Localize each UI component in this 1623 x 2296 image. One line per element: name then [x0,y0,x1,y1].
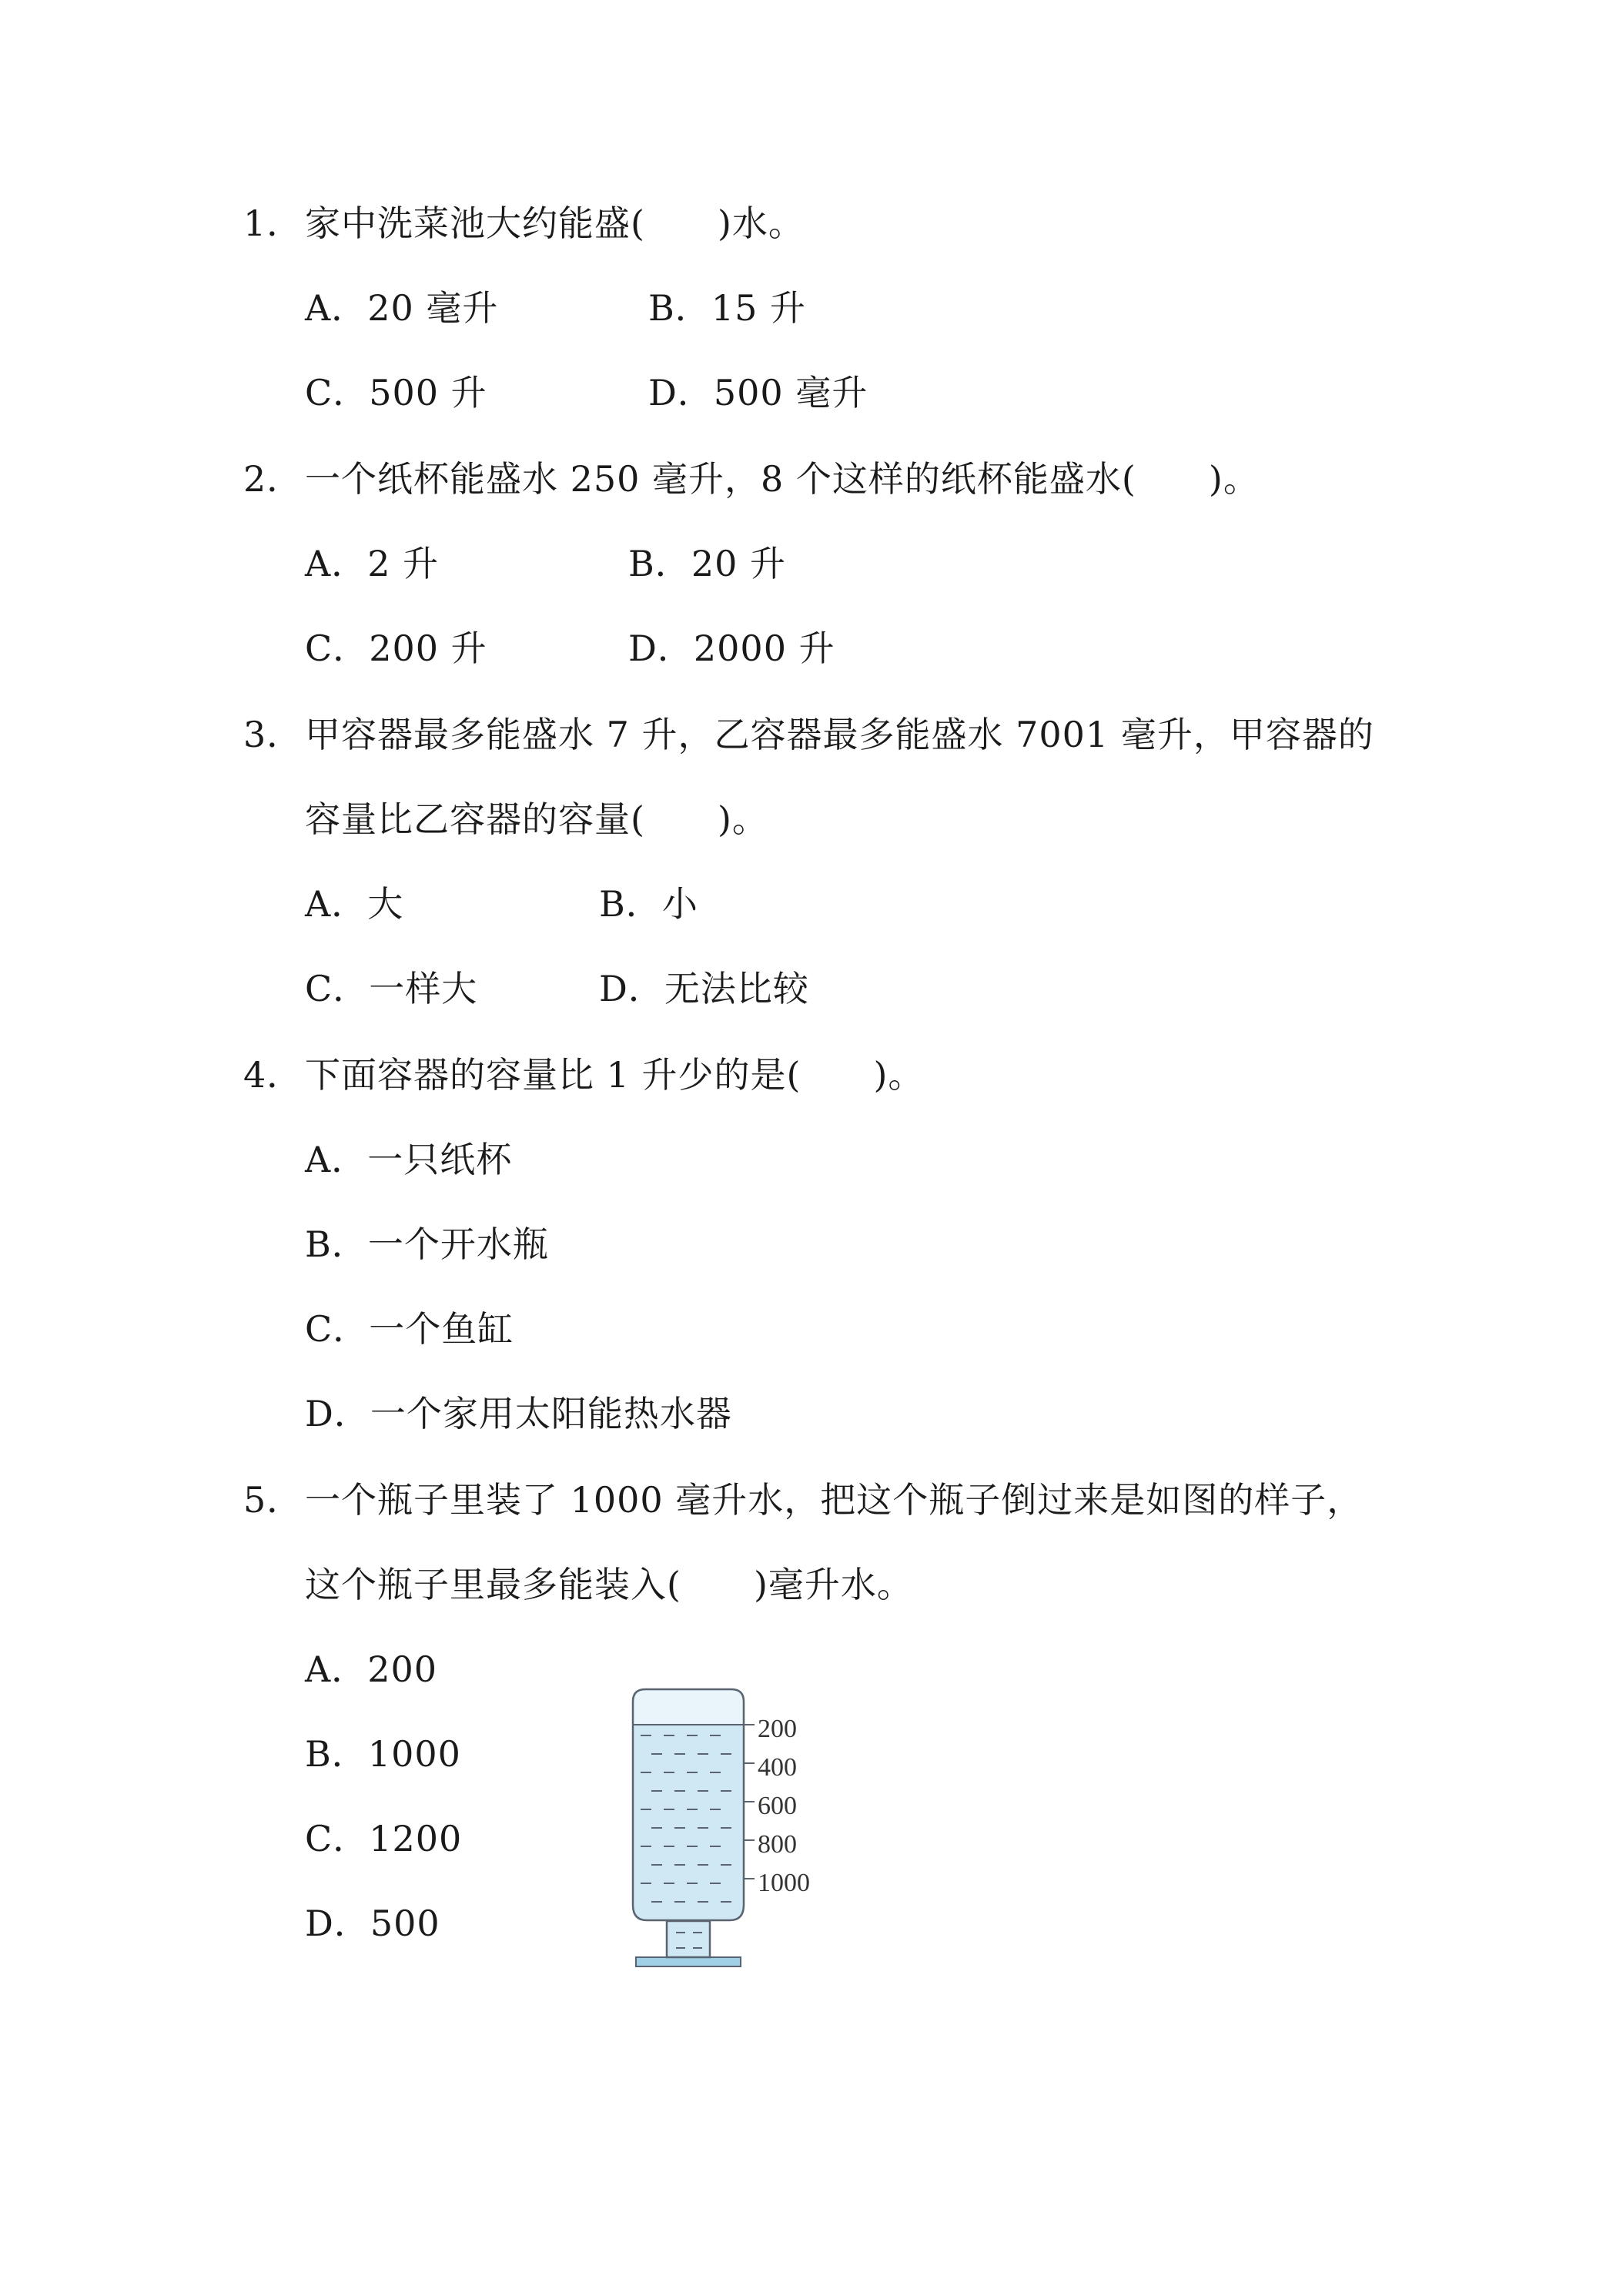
scale-label-400: 400 [758,1753,797,1782]
question-2-option-a[interactable] [305,541,439,587]
option-letter: B． [599,883,662,925]
option-letter: C． [305,628,370,669]
option-letter: C． [305,1818,370,1859]
question-3-text-line-1: 甲容器最多能盛水 7 升，乙容器最多能盛水 7001 毫升，甲容器的 [305,714,1374,755]
option-letter: C． [305,968,370,1009]
question-3-text-line-2: 容量比乙容器的容量( )。 [305,798,768,840]
question-1-text: 家中洗菜池大约能盛( )水。 [305,202,805,244]
option-letter: C． [305,372,370,413]
option-text: 大 [367,883,404,925]
question-5-option-a[interactable] [305,1646,437,1692]
option-text: 小 [661,883,698,925]
option-letter: A． [305,287,368,329]
question-2-option-d[interactable] [628,625,835,671]
option-letter: D． [648,372,714,413]
option-text: 2 升 [367,543,440,584]
option-text: 20 升 [691,543,786,584]
option-text: 一个开水瓶 [367,1223,549,1265]
question-2-option-b[interactable] [628,541,786,587]
bottle-base-plate [636,1957,741,1966]
option-letter: D． [628,628,694,669]
question-2-text: 一个纸杯能盛水 250 毫升，8 个这样的纸杯能盛水( )。 [305,458,1260,500]
option-text: 一样大 [369,968,478,1009]
option-text: 一只纸杯 [367,1139,513,1180]
option-text: 2000 升 [693,628,835,669]
option-letter: B． [648,287,711,329]
question-5-text-line-1: 一个瓶子里装了 1000 毫升水，把这个瓶子倒过来是如图的样子， [305,1479,1364,1521]
option-letter: A． [305,1139,368,1180]
scale-label-800: 800 [758,1830,797,1859]
option-text: 500 毫升 [713,372,868,413]
option-letter: B． [305,1733,368,1775]
question-2-number: 2． [243,458,303,500]
option-text: 200 [367,1648,438,1690]
question-5-option-c[interactable] [305,1816,462,1862]
option-letter: B． [628,543,691,584]
question-3-number: 3． [243,714,303,755]
option-letter: C． [305,1308,370,1350]
option-letter: A． [305,883,368,925]
option-text: 1200 [369,1818,463,1859]
question-5-text-line-2: 这个瓶子里最多能装入( )毫升水。 [305,1564,913,1605]
option-letter: D． [305,1903,370,1944]
option-letter: D． [599,968,664,1009]
option-letter: B． [305,1223,368,1265]
option-text: 一个鱼缸 [369,1308,514,1350]
option-text: 无法比较 [664,968,809,1009]
question-5-option-d[interactable] [305,1900,440,1946]
question-4-number: 4． [243,1054,303,1096]
option-text: 1000 [367,1733,461,1775]
bottle-neck [667,1921,710,1957]
option-text: 15 升 [711,287,806,329]
scale-label-1000: 1000 [758,1869,810,1897]
question-1-number: 1． [243,202,303,244]
question-1-option-d[interactable] [648,370,868,416]
inverted-bottle-figure [616,1678,862,1979]
option-letter: A． [305,543,368,584]
option-text: 500 升 [369,372,487,413]
bottle-scale [744,1715,810,1897]
option-text: 一个家用太阳能热水器 [370,1393,732,1434]
bottle-air-space [634,1691,743,1725]
question-4-option-a[interactable] [305,1136,512,1183]
option-text: 500 [370,1903,440,1944]
scale-label-600: 600 [758,1792,797,1820]
question-5-option-b[interactable] [305,1731,461,1777]
question-4-text: 下面容器的容量比 1 升少的是( )。 [305,1054,925,1096]
question-1-option-c[interactable] [305,370,487,416]
question-3-option-a[interactable] [305,881,403,927]
question-3-option-c[interactable] [305,966,477,1012]
question-5-number: 5． [243,1479,303,1521]
option-text: 200 升 [369,628,487,669]
scale-label-200: 200 [758,1715,797,1743]
question-1-option-b[interactable] [648,285,806,331]
question-4-option-c[interactable] [305,1306,514,1352]
option-text: 20 毫升 [367,287,499,329]
question-4-option-b[interactable] [305,1221,549,1267]
option-letter: D． [305,1393,370,1434]
question-2-option-c[interactable] [305,625,487,671]
question-3-option-b[interactable] [599,881,698,927]
question-1-option-a[interactable] [305,285,498,331]
question-3-option-d[interactable] [599,966,809,1012]
question-4-option-d[interactable] [305,1391,732,1437]
option-letter: A． [305,1648,368,1690]
